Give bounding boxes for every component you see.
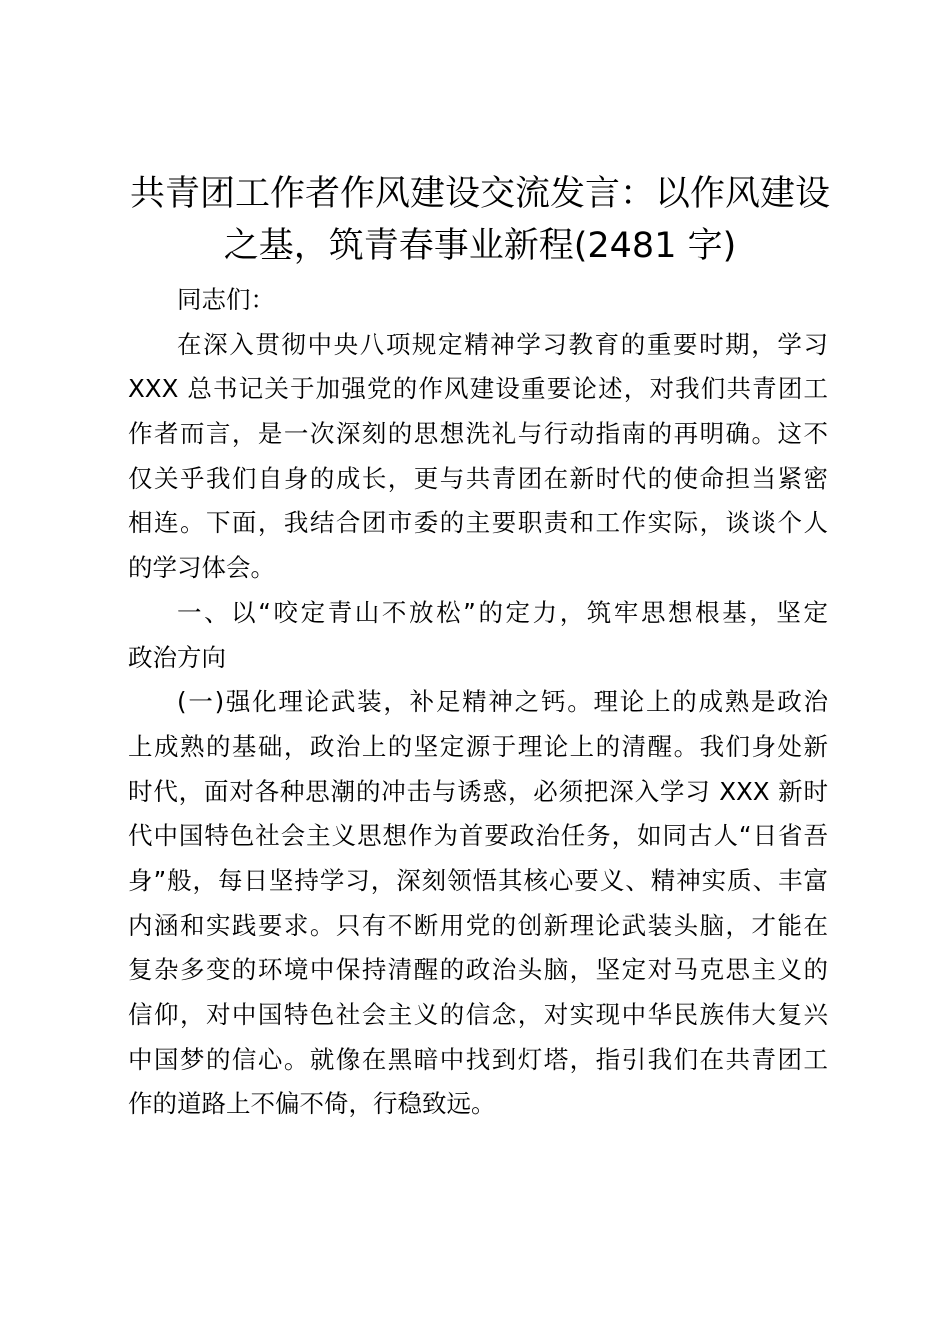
paragraph-line: 内涵和实践要求。只有不断用党的创新理论武装头脑，才能在 — [128, 910, 828, 940]
paragraph-line: 在深入贯彻中央八项规定精神学习教育的重要时期，学习 — [177, 329, 828, 359]
heading-line: 一、以“咬定青山不放松”的定力，筑牢思想根基，坚定 — [177, 597, 828, 627]
paragraph-line: 的学习体会。 — [128, 553, 275, 583]
paragraph-line: 时代，面对各种思潮的冲击与诱惑，必须把深入学习 XXX 新时 — [128, 776, 828, 806]
intro-paragraph — [128, 323, 828, 591]
paragraph-line: 身”般，每日坚持学习，深刻领悟其核心要义、精神实质、丰富 — [128, 865, 828, 895]
paragraph-line: 作的道路上不偏不倚，行稳致远。 — [128, 1089, 496, 1119]
paragraph-line: 相连。下面，我结合团市委的主要职责和工作实际，谈谈个人 — [128, 508, 828, 538]
paragraph-line: 代中国特色社会主义思想作为首要政治任务，如同古人“日省吾 — [128, 821, 828, 851]
heading-line: 政治方向 — [128, 642, 226, 672]
paragraph-line: 复杂多变的环境中保持清醒的政治头脑，坚定对马克思主义的 — [128, 955, 828, 985]
document-title — [110, 168, 850, 272]
paragraph-line: 信仰，对中国特色社会主义的信念，对实现中华民族伟大复兴 — [128, 1000, 828, 1029]
paragraph-line: 中国梦的信心。就像在黑暗中找到灯塔，指引我们在共青团工 — [128, 1044, 828, 1074]
salutation: 同志们： — [177, 285, 275, 314]
paragraph-line: 作者而言，是一次深刻的思想洗礼与行动指南的再明确。这不 — [128, 419, 828, 449]
section-heading-1 — [128, 591, 828, 680]
paragraph-line: 仅关乎我们自身的成长，更与共青团在新时代的使命担当紧密 — [128, 463, 828, 493]
subsection-paragraph-1 — [128, 680, 828, 1127]
paragraph-line: XXX 总书记关于加强党的作风建设重要论述，对我们共青团工 — [128, 374, 828, 404]
title-line-1: 共青团工作者作风建设交流发言：以作风建设 — [129, 174, 830, 214]
paragraph-line: 上成熟的基础，政治上的坚定源于理论上的清醒。我们身处新 — [128, 731, 828, 761]
document-body — [128, 278, 828, 1127]
title-line-2: 之基，筑青春事业新程(2481 字) — [223, 226, 737, 266]
paragraph-line: (一)强化理论武装，补足精神之钙。理论上的成熟是政治 — [177, 687, 828, 717]
